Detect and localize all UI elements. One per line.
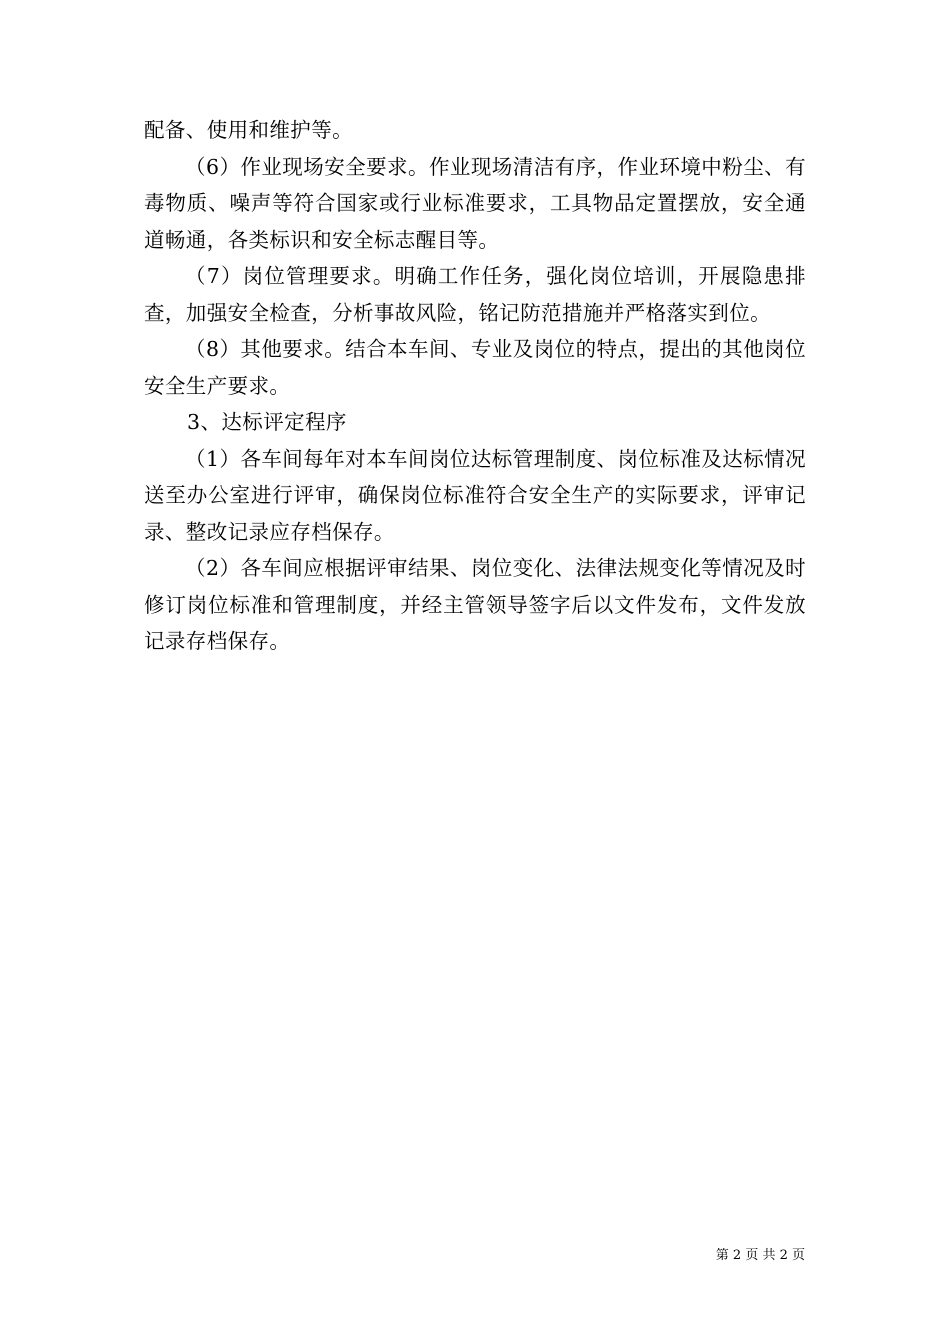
document-body [144, 112, 806, 660]
paragraph-item-8: （8）其他要求。结合本车间、专业及岗位的特点，提出的其他岗位安全生产要求。 [144, 337, 806, 398]
page-number-label: 第 2 页 共 2 页 [715, 1248, 805, 1263]
paragraph-step-1: （1）各车间每年对本车间岗位达标管理制度、岗位标准及达标情况送至办公室进行评审，确保岗位标准符合安全生产的实际要求，评审记录、整改记录应存档保存。 [144, 446, 806, 544]
page-number-footer [716, 1248, 805, 1264]
section-heading: 3、达标评定程序 [187, 410, 347, 434]
paragraph-item-7: （7）岗位管理要求。明确工作任务，强化岗位培训，开展隐患排查，加强安全检查，分析事故风险，铭记防范措施并严格落实到位。 [144, 264, 806, 325]
paragraph-item-6: （6）作业现场安全要求。作业现场清洁有序，作业环境中粉尘、有毒物质、噪声等符合国家或行业标准要求，工具物品定置摆放，安全通道畅通，各类标识和安全标志醒目等。 [144, 154, 806, 252]
paragraph-step-2: （2）各车间应根据评审结果、岗位变化、法律法规变化等情况及时修订岗位标准和管理制度，并经主管领导签字后以文件发布，文件发放记录存档保存。 [144, 556, 806, 653]
paragraph-continuation: 配备、使用和维护等。 [144, 118, 353, 142]
